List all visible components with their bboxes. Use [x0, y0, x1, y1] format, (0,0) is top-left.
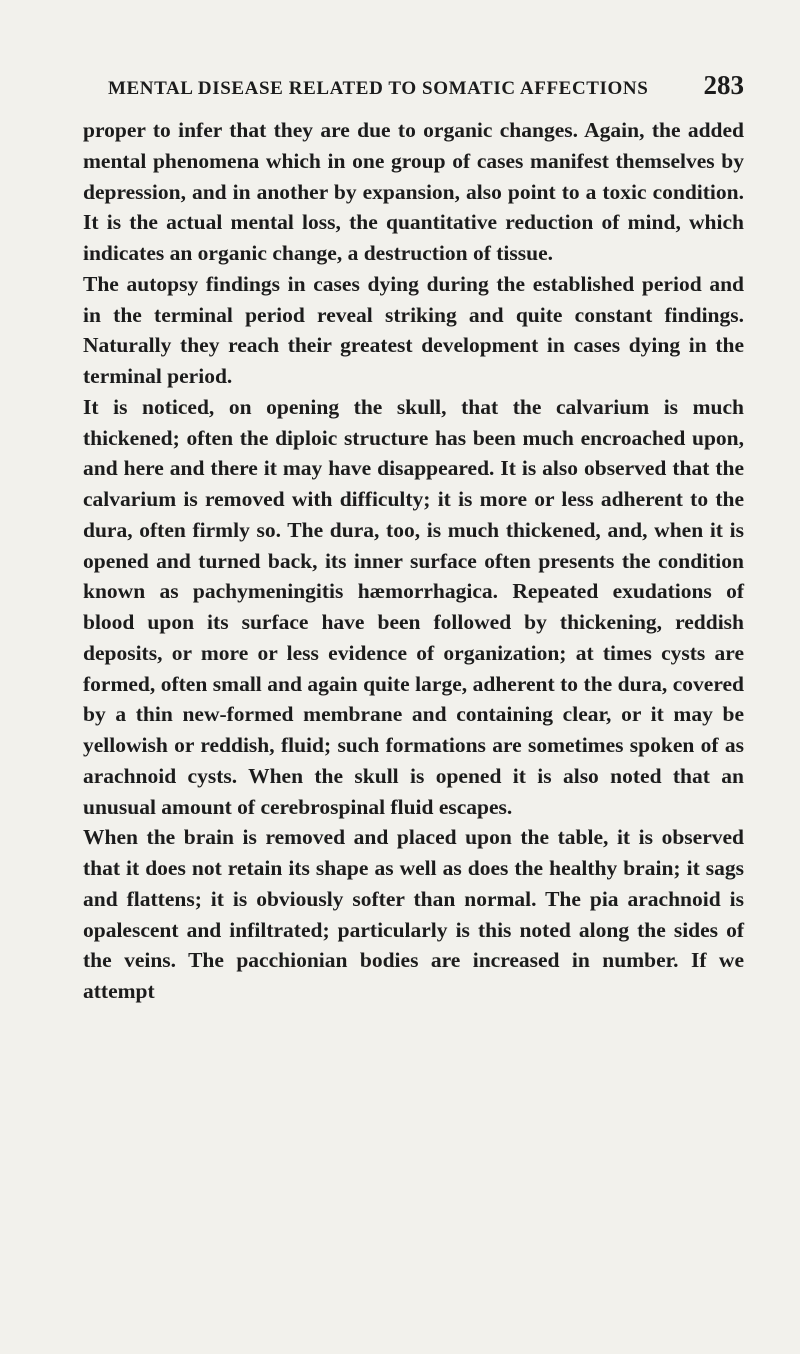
body-text: [83, 115, 744, 1007]
paragraph: proper to infer that they are due to organic changes. Again, the added mental phenomena which in one group of cases manifest themselves by depression, and in another by expansion, also point to a toxic condition. It is the actual mental loss, the quantitative reduction of mind, which indicates an organic change, a destruction of tissue.: [83, 118, 744, 265]
paragraph: When the brain is removed and placed upon the table, it is observed that it does not retain its shape as well as does the healthy brain; it sags and flattens; it is obviously softer than normal. The pia arachnoid is opalescent and infiltrated; particularly is this noted along the sides of the veins. The pacchionian bodies are increased in number. If we attempt: [83, 825, 744, 1003]
paragraph: The autopsy findings in cases dying during the established period and in the terminal period reveal striking and quite constant findings. Naturally they reach their greatest development in cases dying in the terminal period.: [83, 271, 744, 388]
paragraph: It is noticed, on opening the skull, that the calvarium is much thickened; often the diploic structure has been much encroached upon, and here and there it may have disappeared. It is also observed that the calvarium is removed with difficulty; it is more or less adherent to the dura, often firmly so. The dura, too, is much thickened, and, when it is opened and turned back, its inner surface often presents the condition known as pachymeningitis hæmorrhagica. Repeated exudations of blood upon its surface have been followed by thickening, reddish deposits, or more or less evidence of organization; at times cysts are formed, often small and again quite large, adherent to the dura, covered by a thin new-formed membrane and containing clear, or it may be yellowish or reddish, fluid; such formations are sometimes spoken of as arachnoid cysts. When the skull is opened it is also noted that an unusual amount of cerebrospinal fluid escapes.: [83, 394, 744, 819]
page-number: 283: [703, 70, 744, 100]
page-header: [108, 70, 744, 104]
running-head: MENTAL DISEASE RELATED TO SOMATIC AFFECTIONS: [108, 78, 649, 99]
